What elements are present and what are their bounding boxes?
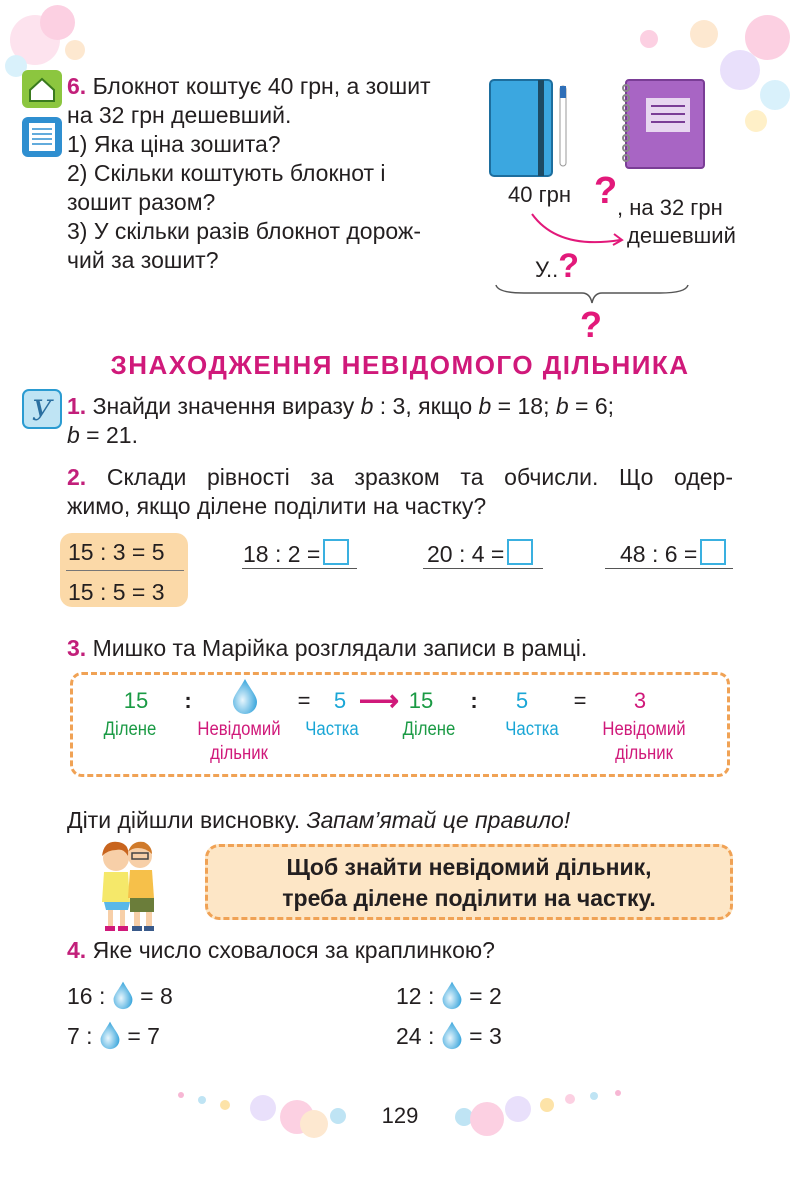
arrow-icon: ⟶ [358,685,400,716]
answer-box[interactable] [700,539,726,565]
task-6-line: Блокнот коштує 40 грн, а зошит [92,73,431,99]
task-4-number: 4. [67,937,87,963]
water-drop-icon [112,980,134,1010]
rule-line: Щоб знайти невідомий дільник, [286,854,652,880]
question-mark: ? [580,304,602,345]
label-line: Невідомий [197,719,281,740]
conclusion-plain: Діти дійшли висновку. [67,807,307,833]
task-6-line: на 32 грн дешевший. [67,102,292,128]
task-3-statement: Мишко та Марійка розглядали записи в рамці. [92,635,588,661]
dividend-value: 15 [408,688,434,713]
equation-left: 24 : [396,1023,435,1049]
label-line: Невідомий [602,719,686,740]
conclusion-text [67,806,570,835]
label-quotient: Частка [305,719,359,740]
equation-text: 18 : 2 = [243,541,321,567]
question-mark: ? [558,247,580,285]
task-1-text [67,392,733,450]
underline [242,568,357,569]
equals-sign: = [573,688,587,713]
section-title: ЗНАХОДЖЕННЯ НЕВІДОМОГО ДІЛЬНИКА [110,350,690,380]
equals-sign: = [297,688,311,713]
equation-2 [427,539,533,568]
label-dividend: Ділене [402,719,456,740]
times-label [535,247,580,285]
curved-arrow [528,212,628,252]
task-3-text [67,634,587,663]
question-mark: ? [594,170,618,212]
division-sign: : [184,688,192,713]
task-1-fragment: = 21. [79,422,138,448]
task-1-fragment: Знайди значення виразу [92,393,361,419]
conclusion-italic: Запам’ятай це правило! [306,807,571,833]
task-2-number: 2. [67,464,87,490]
task-1-fragment: : 3, якщо [373,393,479,419]
equation-text: 20 : 4 = [427,541,505,567]
sample-equation-1: 15 : 3 = 5 [68,539,165,565]
task-2-text [67,463,733,521]
sample-equation-2: 15 : 5 = 3 [68,579,165,605]
task-6-number: 6. [67,73,87,99]
variable-b: b [555,393,569,419]
task-3-number: 3. [67,635,87,661]
rule-line: треба ділене поділити на частку. [282,885,656,911]
equation-right: = 8 [140,983,173,1009]
task-6-question-3: 3) У скільки разів блокнот дорож- [67,218,421,244]
page-number: 129 [381,1103,419,1128]
task-6-line: зошит разом? [67,189,216,215]
task-4-text [67,936,495,965]
water-drop-icon [231,678,259,714]
task-1-fragment: = 6; [568,393,615,419]
quotient-value: 5 [333,688,347,713]
equation-1 [243,539,349,568]
sample-divider [66,570,184,571]
task-2-line: Склади рівності за зразком та обчисли. Що одер- [106,464,734,490]
equation-right: = 2 [469,983,502,1009]
purple-notebook-image [618,78,708,170]
underline [423,568,543,569]
answer-box[interactable] [507,539,533,565]
cheaper-label-line: дешевший [627,223,736,248]
division-sign: : [470,688,478,713]
water-drop-icon [99,1020,121,1050]
task-4-equation-2 [396,980,502,1011]
task-6-question-1: 1) Яка ціна зошита? [67,131,281,157]
equation-text: 48 : 6 = [620,541,698,567]
equation-right: = 7 [127,1023,160,1049]
equation-3 [620,539,726,568]
variable-b: b [360,393,374,419]
written-task-icon [22,389,62,429]
home-icon [22,70,62,108]
task-4-equation-4 [396,1020,502,1051]
children-illustration [94,838,164,934]
underline [605,568,733,569]
answer-box[interactable] [323,539,349,565]
equation-left: 12 : [396,983,435,1009]
task-6-question-2: 2) Скільки коштують блокнот і [67,160,386,186]
unknown-divisor-value: 3 [633,688,647,713]
times-label-text: У.. [535,257,559,282]
label-unknown-divisor [191,718,288,766]
task-4-statement: Яке число сховалося за краплинкою? [92,937,495,963]
label-line: дільник [615,743,673,764]
label-line: дільник [210,743,268,764]
task-6-text [67,72,471,275]
water-drop-icon [441,1020,463,1050]
price-label: 40 грн [508,182,571,207]
variable-b: b [478,393,492,419]
label-quotient: Частка [505,719,559,740]
cheaper-label-line: , на 32 грн [617,195,723,220]
task-6-line: чий за зошит? [67,247,219,273]
task-2-line: жимо, якщо ділене поділити на частку? [67,493,487,519]
equation-left: 16 : [67,983,106,1009]
label-unknown-divisor [595,718,694,766]
water-drop-icon [441,980,463,1010]
task-4-equation-1 [67,980,173,1011]
task-1-fragment: = 18; [491,393,556,419]
label-dividend: Ділене [103,719,157,740]
rule-box [205,844,733,920]
task-4-equation-3 [67,1020,160,1051]
svg-text:У: У [31,394,53,427]
task-1-number: 1. [67,393,87,419]
notebook-icon [22,117,62,157]
equation-right: = 3 [469,1023,502,1049]
cheaper-label [617,194,736,250]
dividend-value: 15 [123,688,149,713]
blue-notebook-image [488,78,578,178]
equation-left: 7 : [67,1023,93,1049]
quotient-value: 5 [515,688,529,713]
variable-b: b [67,422,80,448]
